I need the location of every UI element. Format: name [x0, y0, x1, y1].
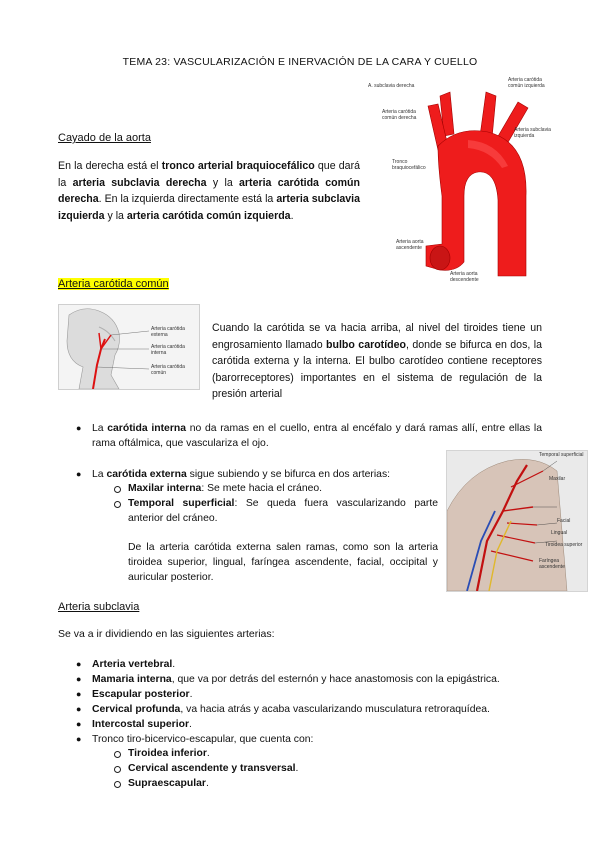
bullet-dot: ●	[76, 734, 82, 744]
sub-bullet	[114, 781, 121, 788]
fig-label: Arteria aorta descendente	[450, 271, 479, 283]
list-item: Supraescapular.	[128, 778, 209, 789]
subclavia-heading: Arteria subclavia	[58, 601, 140, 613]
list-item: Temporal superficial: Se queda fuera vascularizando parte anterior del cráneo.	[128, 498, 438, 524]
fig-label: Arteria carótida externa	[151, 326, 185, 338]
fig-label: Arteria carótida interna	[151, 344, 185, 356]
fig-label: Lingual	[551, 530, 568, 536]
fig-label: Arteria carótida común izquierda	[508, 77, 545, 89]
list-item: Maxilar interna: Se mete hacia el cráneo.	[128, 483, 323, 494]
bullet-dot: ●	[76, 719, 82, 729]
fig-label: Arteria aorta ascendente	[396, 239, 424, 251]
aortic-arch-figure	[368, 76, 558, 290]
bullet-dot: ●	[76, 659, 82, 669]
list-item: Intercostal superior.	[92, 719, 192, 730]
fig-label: Arteria subclavia izquierda	[514, 127, 551, 139]
sub-bullet	[114, 751, 121, 758]
fig-label: Maxilar	[549, 476, 566, 482]
sub-bullet	[114, 766, 121, 773]
list-item: La carótida interna no da ramas en el cuello, entra al encéfalo y dará ramas allí, entre ellas la rama oftálmica, que vasculariza el ojo.	[92, 423, 542, 449]
fig-label: Arteria carótida común derecha	[382, 109, 417, 121]
bullet-dot: ●	[76, 469, 82, 479]
list-item: Escapular posterior.	[92, 689, 193, 700]
fig-label: Temporal superficial	[539, 452, 584, 458]
bullet-dot: ●	[76, 423, 82, 433]
fig-label: A. subclavia derecha	[368, 83, 415, 89]
bullet-dot: ●	[76, 674, 82, 684]
page-title: TEMA 23: VASCULARIZACIÓN E INERVACIÓN DE LA CARA Y CUELLO	[122, 56, 478, 68]
fig-label: Arteria carótida común	[151, 364, 185, 376]
list-item: La carótida externa sigue subiendo y se bifurca en dos arterias:	[92, 469, 391, 480]
list-item: Cervical ascendente y transversal.	[128, 763, 299, 774]
aorta-heading: Cayado de la aorta	[58, 132, 151, 144]
carotida-paragraph: Cuando la carótida se va hacia arriba, al nivel del tiroides tiene un engrosamiento llamado bulbo carotídeo, donde se bifurca en dos, la carótida externa y la interna. El bulbo carotídeo contiene receptores (barorreceptores) importantes en el sistema de regulación de la presión arterial	[212, 322, 542, 400]
list-item: Tronco tiro-bicervico-escapular, que cuenta con:	[92, 734, 314, 745]
carotida-heading: Arteria carótida común	[58, 278, 169, 290]
list-item: Arteria vertebral.	[92, 659, 176, 670]
bullet-dot: ●	[76, 704, 82, 714]
sub-bullet	[114, 501, 121, 508]
list-item: Cervical profunda, va hacia atrás y acaba vascularizando musculatura retroraquídea.	[92, 704, 490, 715]
head-neck-figure	[58, 304, 200, 390]
bullet-dot: ●	[76, 689, 82, 699]
subclavia-intro: Se va a ir dividiendo en las siguientes arterias:	[58, 628, 275, 640]
fig-label: Facial	[557, 518, 571, 524]
aorta-paragraph: En la derecha está el tronco arterial braquiocefálico que dará la arteria subclavia derecha y la arteria carótida común derecha. En la izquierda directamente está la arteria subclavia izquierda y la arteria carótida común izquierda.	[58, 160, 361, 222]
ramas-paragraph: De la arteria carótida externa salen ramas, como son la arteria tiroidea superior, lingual, faríngea ascendente, facial, occipital y auricular posterior.	[128, 542, 438, 583]
neck-figure	[446, 450, 588, 592]
list-item: Tiroidea inferior.	[128, 748, 210, 759]
fig-label: Tiroidea superior	[545, 542, 583, 548]
sub-bullet	[114, 486, 121, 493]
fig-label: Faríngea ascendente	[539, 558, 565, 570]
list-item: Mamaria interna, que va por detrás del esternón y hace anastomosis con la epigástrica.	[92, 674, 500, 685]
fig-label: Tronco braquiocefálico	[392, 159, 426, 171]
